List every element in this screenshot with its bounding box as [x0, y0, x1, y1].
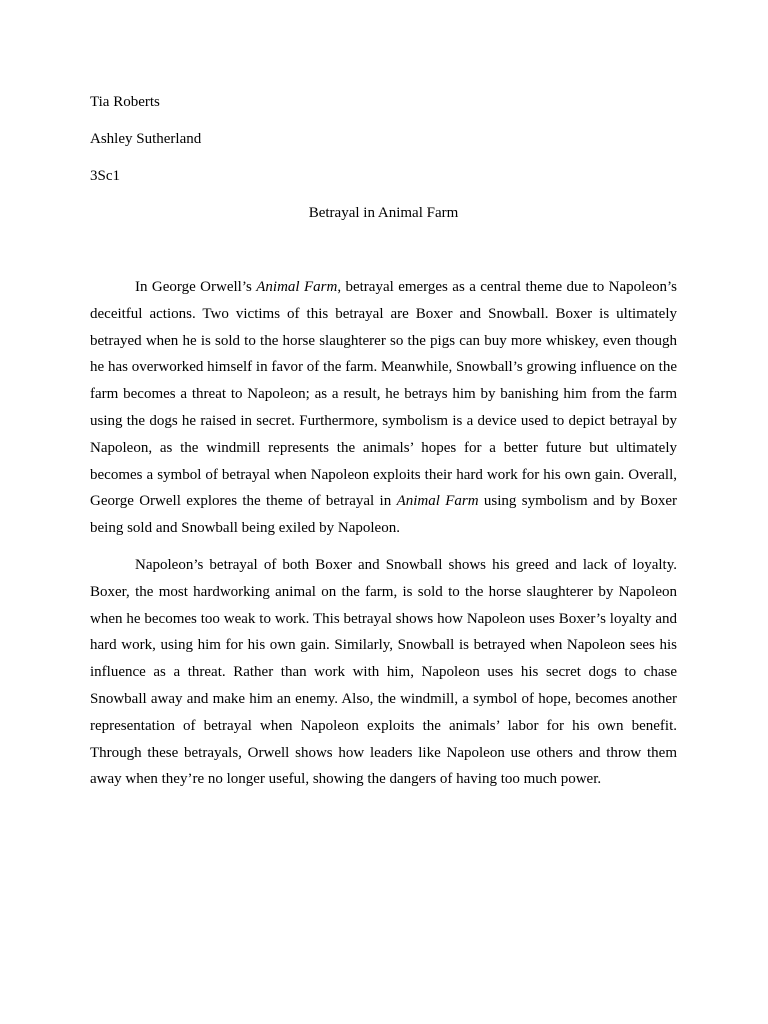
essay-title: Betrayal in Animal Farm	[308, 205, 459, 221]
paragraph-1-text-c: using symbolism and by Boxer being sold and Snowball being exiled by Napoleon.	[90, 493, 677, 537]
paragraph-1-text-b: , betrayal emerges as a central theme due to Napoleon’s deceitful actions. Two victims of this betrayal are Boxer and Snowball. Boxer is ultimately betrayed when he is sold to the horse slaughterer so the pigs can buy more whiskey, even though he has overworked himself in favor of the farm. Meanwhile, Snowball’s growing influence on the farm becomes a threat to Napoleon; as a result, he betrays him by banishing him from the farm using the dogs he raised in secret. Furthermore, symbolism is a device used to depict betrayal by Napoleon, as the windmill represents the animals’ hopes for a better future but ultimately becomes a symbol of betrayal when Napoleon exploits their hard work for his own gain. Overall, George Orwell explores the theme of betrayal in	[90, 279, 677, 510]
paragraph-1-block	[90, 274, 677, 542]
paragraph-2: Napoleon’s betrayal of both Boxer and Snowball shows his greed and lack of loyalty. Boxer, the most hardworking animal on the farm, is sold to the horse slaughterer by Napoleon when he becomes too weak to work. This betrayal shows how Napoleon uses Boxer’s loyalty and hard work, using him for his own gain. Similarly, Snowball is betrayed when Napoleon sees his influence as a threat. Rather than work with him, Napoleon uses his secret dogs to chase Snowball away and make him an enemy. Also, the windmill, a symbol of hope, becomes another representation of betrayal when Napoleon exploits the animals’ labor for his own benefit. Through these betrayals, Orwell shows how leaders like Napoleon use others and throw them away when they’re no longer useful, showing the dangers of having too much power.	[90, 557, 677, 788]
book-title-italic: Animal Farm	[256, 279, 338, 295]
student-name: Tia Roberts	[90, 94, 160, 110]
book-title-italic: Animal Farm	[396, 493, 479, 510]
paragraph-1	[90, 274, 677, 542]
class-period: 3Sc1	[90, 168, 120, 184]
paragraph-1-text-a: In George Orwell’s	[135, 279, 257, 295]
paragraph-2-block	[90, 552, 677, 793]
teacher-name: Ashley Sutherland	[90, 131, 202, 147]
